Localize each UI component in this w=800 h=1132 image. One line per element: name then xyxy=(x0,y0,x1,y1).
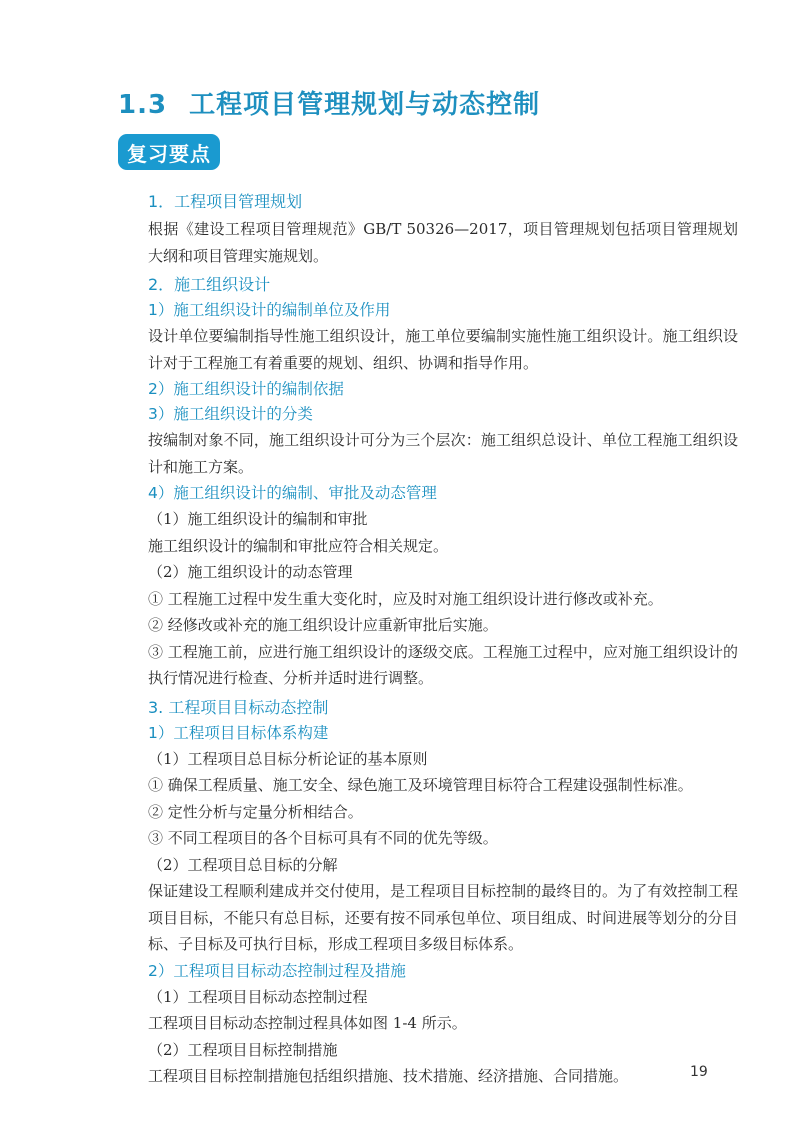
paragraph: 根据《建设工程项目管理规范》GB/T 50326—2017，项目管理规划包括项目管理规划大纲和项目管理实施规划。 xyxy=(148,220,738,265)
sub-item: （1）施工组织设计的编制和审批 xyxy=(148,510,368,528)
sub-item: （2）施工组织设计的动态管理 xyxy=(148,563,353,581)
heading-level3: 4）施工组织设计的编制、审批及动态管理 xyxy=(148,484,437,502)
paragraph: 按编制对象不同，施工组织设计可分为三个层次：施工组织总设计、单位工程施工组织设计和施工方案。 xyxy=(148,431,738,476)
heading-level3: 3）施工组织设计的分类 xyxy=(148,405,313,423)
paragraph: ③ 工程施工前，应进行施工组织设计的逐级交底。工程施工过程中，应对施工组织设计的执行情况进行检查、分析并适时进行调整。 xyxy=(148,642,738,687)
review-points-badge: 复习要点 xyxy=(118,134,220,170)
section-title xyxy=(118,84,540,121)
heading-level3: 2）工程项目目标动态控制过程及措施 xyxy=(148,961,406,980)
content-body xyxy=(148,186,738,1090)
heading-level2: 1．工程项目管理规划 xyxy=(148,192,303,211)
sub-item: （2）工程项目总目标的分解 xyxy=(148,855,338,874)
sub-item: ③ 不同工程项目的各个目标可具有不同的优先等级。 xyxy=(148,829,498,847)
sub-item: ① 确保工程质量、施工安全、绿色施工及环境管理目标符合工程建设强制性标准。 xyxy=(148,776,693,794)
paragraph: 设计单位要编制指导性施工组织设计，施工单位要编制实施性施工组织设计。施工组织设计对于工程施工有着重要的规划、组织、协调和指导作用。 xyxy=(148,327,738,372)
sub-item: 工程项目目标动态控制过程具体如图 1-4 所示。 xyxy=(148,1014,467,1032)
sub-item: ① 工程施工过程中发生重大变化时，应及时对施工组织设计进行修改或补充。 xyxy=(148,589,663,608)
heading-level3: 1）施工组织设计的编制单位及作用 xyxy=(148,301,391,319)
sub-item: （1）工程项目目标动态控制过程 xyxy=(148,987,368,1006)
paragraph: 保证建设工程顺利建成并交付使用，是工程项目目标控制的最终目的。为了有效控制工程项目目标，不能只有总目标，还要有按不同承包单位、项目组成、时间进展等划分的分目标、子目标及可执行目标，形成工程项目多级目标体系。 xyxy=(148,882,738,953)
heading-level3: 2）施工组织设计的编制依据 xyxy=(148,380,344,398)
sub-item: 工程项目目标控制措施包括组织措施、技术措施、经济措施、合同措施。 xyxy=(148,1067,629,1085)
sub-item: （2）工程项目目标控制措施 xyxy=(148,1040,338,1059)
heading-level3: 1）工程项目目标体系构建 xyxy=(148,723,329,742)
section-title-text: 工程项目管理规划与动态控制 xyxy=(189,90,541,120)
heading-level2: 3. 工程项目目标动态控制 xyxy=(148,697,329,717)
sub-item: ② 定性分析与定量分析相结合。 xyxy=(148,802,363,821)
heading-level2: 2．施工组织设计 xyxy=(148,275,271,294)
sub-item: 施工组织设计的编制和审批应符合相关规定。 xyxy=(148,536,449,555)
sub-item: （1）工程项目总目标分析论证的基本原则 xyxy=(148,749,428,768)
page-number: 19 xyxy=(690,1064,708,1080)
section-number: 1.3 xyxy=(118,90,168,120)
sub-item: ② 经修改或补充的施工组织设计应重新审批后实施。 xyxy=(148,616,498,634)
